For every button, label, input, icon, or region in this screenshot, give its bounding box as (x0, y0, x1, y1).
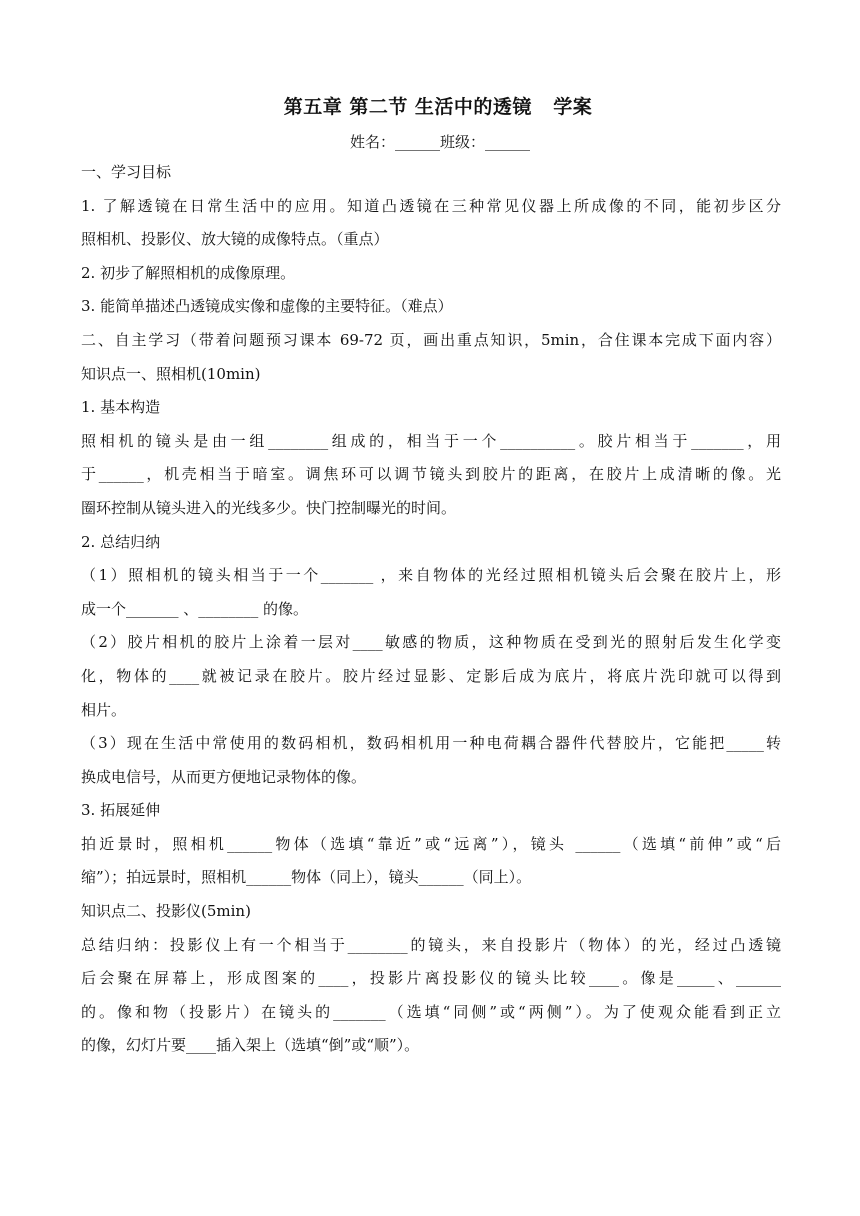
knowledge-point-camera-heading: 知识点一、照相机(10min) (81, 364, 261, 383)
section-heading-objectives: 一、学习目标 (81, 163, 172, 181)
knowledge-point-projector-heading: 知识点二、投影仪(5min) (81, 902, 251, 921)
projector-line-4: 的像，幻灯片要____插入架上（选填“倒”或“顺”）。 (81, 1036, 420, 1055)
extension-line-1: 拍近景时，照相机______物体（选填“靠近”或“远离”），镜头 ______（选填“前伸”或“后 (81, 834, 781, 853)
summary-heading: 2. 总结归纳 (81, 532, 161, 551)
objective-1-line-2: 照相机、投影仪、放大镜的成像特点。（重点） (81, 230, 389, 249)
worksheet-body (81, 156, 781, 1063)
camera-paragraph-line-2: 于______，机壳相当于暗室。调焦环可以调节镜头到胶片的距离，在胶片上成清晰的像。光 (81, 465, 781, 484)
projector-line-2: 后会聚在屏幕上，形成图案的____，投影片离投影仪的镜头比较____。像是_____、______ (81, 969, 781, 988)
camera-paragraph-line-1: 照相机的镜头是由一组________组成的，相当于一个__________。胶片相当于_______，用 (81, 431, 781, 450)
summary-item-1-line-2: 成一个_______ 、________ 的像。 (81, 599, 309, 618)
objective-3: 3. 能简单描述凸透镜成实像和虚像的主要特征。（难点） (81, 297, 453, 316)
extension-line-2: 缩”）；拍远景时，照相机______物体（同上），镜头______（同上）。 (81, 868, 532, 887)
extension-heading: 3. 拓展延伸 (81, 801, 161, 820)
summary-item-3-line-2: 换成电信号，从而更方便地记录物体的像。 (81, 767, 367, 786)
projector-line-3: 的。像和物（投影片）在镜头的_______（选填“同侧”或“两侧”）。为了使观众能看到正立 (81, 1002, 781, 1021)
objective-1-line-1: 1. 了解透镜在日常生活中的应用。知道凸透镜在三种常见仪器上所成像的不同，能初步区分 (81, 196, 781, 215)
basic-structure-heading: 1. 基本构造 (81, 398, 161, 417)
summary-item-3-line-1: （3）现在生活中常使用的数码相机，数码相机用一种电荷耦合器件代替胶片，它能把_____转 (81, 734, 781, 753)
page-title: 第五章 第二节 生活中的透镜 学案 (283, 96, 593, 118)
name-class-line: 姓名：______班级：______ (349, 133, 530, 151)
camera-paragraph-line-3: 圈环控制从镜头进入的光线多少。快门控制曝光的时间。 (81, 498, 457, 517)
summary-item-1-line-1: （1）照相机的镜头相当于一个_______ ，来自物体的光经过照相机镜头后会聚在胶片上，形 (81, 566, 781, 585)
summary-item-2-line-1: （2）胶片相机的胶片上涂着一层对____敏感的物质，这种物质在受到光的照射后发生化学变 (81, 633, 781, 652)
objective-2: 2. 初步了解照相机的成像原理。 (81, 263, 296, 282)
projector-line-1: 总结归纳：投影仪上有一个相当于________的镜头，来自投影片（物体）的光，经过凸透镜 (81, 935, 781, 954)
summary-item-2-line-3: 相片。 (81, 700, 127, 719)
summary-item-2-line-2: 化，物体的____就被记录在胶片。胶片经过显影、定影后成为底片，将底片洗印就可以得到 (81, 666, 781, 685)
section-heading-self-study: 二、自主学习（带着问题预习课本 69-72 页，画出重点知识，5min，合住课本完成下面内容） (81, 330, 781, 349)
